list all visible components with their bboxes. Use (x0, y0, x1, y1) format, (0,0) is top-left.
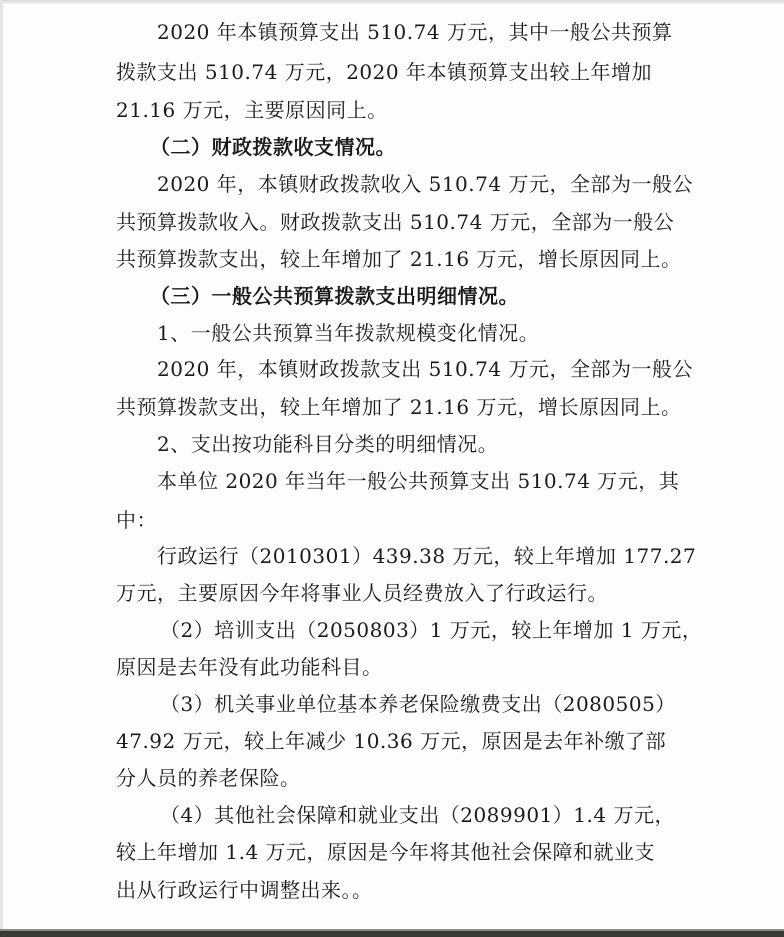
text-line: 共预算拨款支出，较上年增加了 21.16 万元，增长原因同上。 (116, 395, 682, 419)
text-line: 2020 年本镇预算支出 510.74 万元，其中一般公共预算 (157, 20, 673, 44)
text-line: 万元，主要原因今年将事业人员经费放入了行政运行。 (116, 581, 608, 605)
text-line: （3）机关事业单位基本养老保险缴费支出（2080505） (160, 692, 676, 716)
text-line: 共预算拨款收入。财政拨款支出 510.74 万元，全部为一般公 (116, 210, 675, 234)
text-line: （4）其他社会保障和就业支出（2089901）1.4 万元， (160, 803, 675, 827)
text-line: 中： (116, 508, 157, 532)
text-line: 21.16 万元，主要原因同上。 (116, 98, 388, 122)
text-line: 分人员的养老保险。 (116, 766, 301, 790)
text-line: 拨款支出 510.74 万元，2020 年本镇预算支出较上年增加 (116, 60, 652, 84)
section-heading: （三）一般公共预算拨款支出明细情况。 (150, 284, 519, 308)
text-line: 47.92 万元，较上年减少 10.36 万元，原因是去年补缴了部 (116, 729, 667, 753)
subsection-heading: 1、一般公共预算当年拨款规模变化情况。 (157, 321, 540, 345)
text-line: （2）培训支出（2050803）1 万元，较上年增加 1 万元， (160, 618, 703, 642)
subsection-heading: 2、支出按功能科目分类的明细情况。 (157, 432, 499, 456)
bottom-border (0, 929, 784, 937)
text-line: 2020 年，本镇财政拨款收入 510.74 万元，全部为一般公 (157, 172, 693, 196)
page-left-edge (0, 0, 3, 937)
text-line: 行政运行（2010301）439.38 万元，较上年增加 177.27 (157, 544, 697, 568)
page-top-edge (0, 0, 784, 4)
text-line: 本单位 2020 年当年一般公共预算支出 510.74 万元，其 (157, 469, 680, 493)
text-line: 2020 年，本镇财政拨款支出 510.74 万元，全部为一般公 (157, 357, 693, 381)
text-line: 较上年增加 1.4 万元，原因是今年将其他社会保障和就业支 (116, 840, 656, 864)
text-line: 出从行政运行中调整出来。。 (116, 878, 373, 902)
text-line: 共预算拨款支出，较上年增加了 21.16 万元，增长原因同上。 (116, 247, 682, 271)
section-heading: （二）财政拨款收支情况。 (150, 135, 396, 159)
text-line: 原因是去年没有此功能科目。 (116, 655, 383, 679)
